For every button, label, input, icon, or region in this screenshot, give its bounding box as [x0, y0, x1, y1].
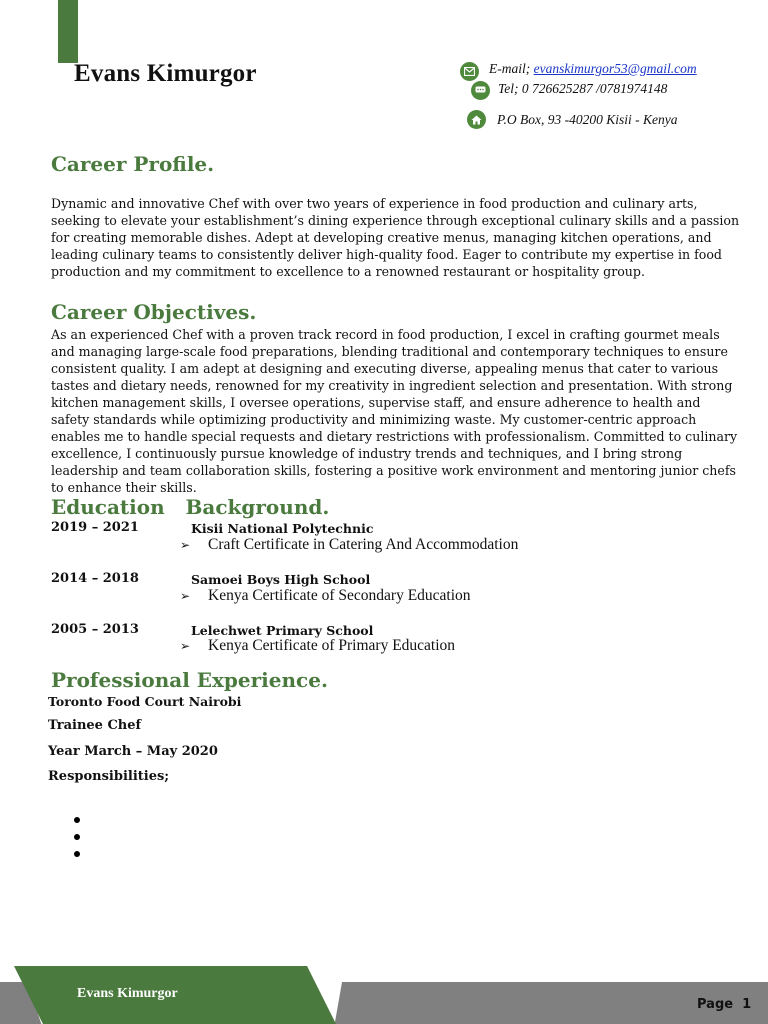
email-link[interactable]: evanskimurgor53@gmail.com — [533, 61, 697, 76]
education-award-text: Craft Certificate in Catering And Accommodation — [208, 536, 519, 553]
home-icon — [467, 110, 486, 129]
job-role: Trainee Chef — [48, 718, 142, 733]
bullet-dot-icon — [74, 817, 80, 823]
education-school: Lelechwet Primary School — [191, 623, 374, 638]
education-award — [180, 587, 471, 605]
email-label: E-mail; — [489, 61, 531, 76]
email-line — [489, 61, 697, 77]
education-award — [180, 536, 518, 554]
career-profile-heading: Career Profile. — [51, 152, 215, 176]
email-icon — [460, 62, 479, 81]
professional-experience-heading: Professional Experience. — [51, 668, 328, 692]
education-award-text: Kenya Certificate of Secondary Education — [208, 587, 471, 604]
education-award — [180, 637, 455, 655]
address-line: P.O Box, 93 -40200 Kisii - Kenya — [497, 112, 678, 127]
career-objectives-heading: Career Objectives. — [51, 300, 257, 324]
education-school: Kisii National Polytechnic — [191, 521, 374, 536]
education-heading: Education Background. — [51, 495, 330, 519]
arrow-bullet-icon: ➢ — [180, 639, 191, 653]
bullet-dot-icon — [74, 851, 80, 857]
employer-name: Toronto Food Court Nairobi — [48, 694, 242, 709]
career-profile-text: Dynamic and innovative Chef with over two years of experience in food production and culinary arts, seeking to elevate your establishment’s dining experience through exceptional culinary skills and a passion for creating memorable dishes. Adept at developing creative menus, managing kitchen operations, and leading culinary teams to consistently deliver high-quality food. Eager to contribute my expertise in food production and my commitment to excellence to a renowned restaurant or hospitality group. — [51, 196, 740, 279]
phone-line: Tel; 0 726625287 /0781974148 — [498, 81, 668, 96]
career-objectives-text: As an experienced Chef with a proven track record in food production, I excel in crafting gourmet meals and managing large-scale food preparations, blending traditional and contemporary techniques to ensure consistent quality. I am adept at designing and executing diverse, appealing menus that cater to various tastes and dietary needs, renowned for my creativity in ingredient selection and presentation. With strong kitchen management skills, I oversee operations, supervise staff, and ensure adherence to health and safety standards while optimizing productivity and minimizing waste. My customer-centric approach enables me to handle special requests and dietary restrictions with professionalism. Committed to culinary excellence, I continuously pursue knowledge of industry trends and techniques, and I bring strong leadership and team collaboration skills, fostering a positive work environment and mentoring junior chefs to enhance their skills. — [51, 327, 738, 495]
education-years: 2005 – 2013 — [51, 622, 139, 637]
footer-name: Evans Kimurgor — [77, 986, 178, 1001]
page-number: Page 1 — [697, 997, 752, 1012]
candidate-name: Evans Kimurgor — [74, 60, 257, 87]
job-period: Year March – May 2020 — [48, 744, 218, 759]
header-accent-bar — [58, 0, 78, 63]
education-years: 2014 – 2018 — [51, 571, 139, 586]
education-school: Samoei Boys High School — [191, 572, 371, 587]
phone-chat-icon — [471, 81, 490, 100]
responsibilities-label: Responsibilities; — [48, 769, 170, 784]
arrow-bullet-icon: ➢ — [180, 538, 191, 552]
education-years: 2019 – 2021 — [51, 520, 139, 535]
bullet-dot-icon — [74, 834, 80, 840]
arrow-bullet-icon: ➢ — [180, 589, 191, 603]
education-award-text: Kenya Certificate of Primary Education — [208, 637, 456, 654]
